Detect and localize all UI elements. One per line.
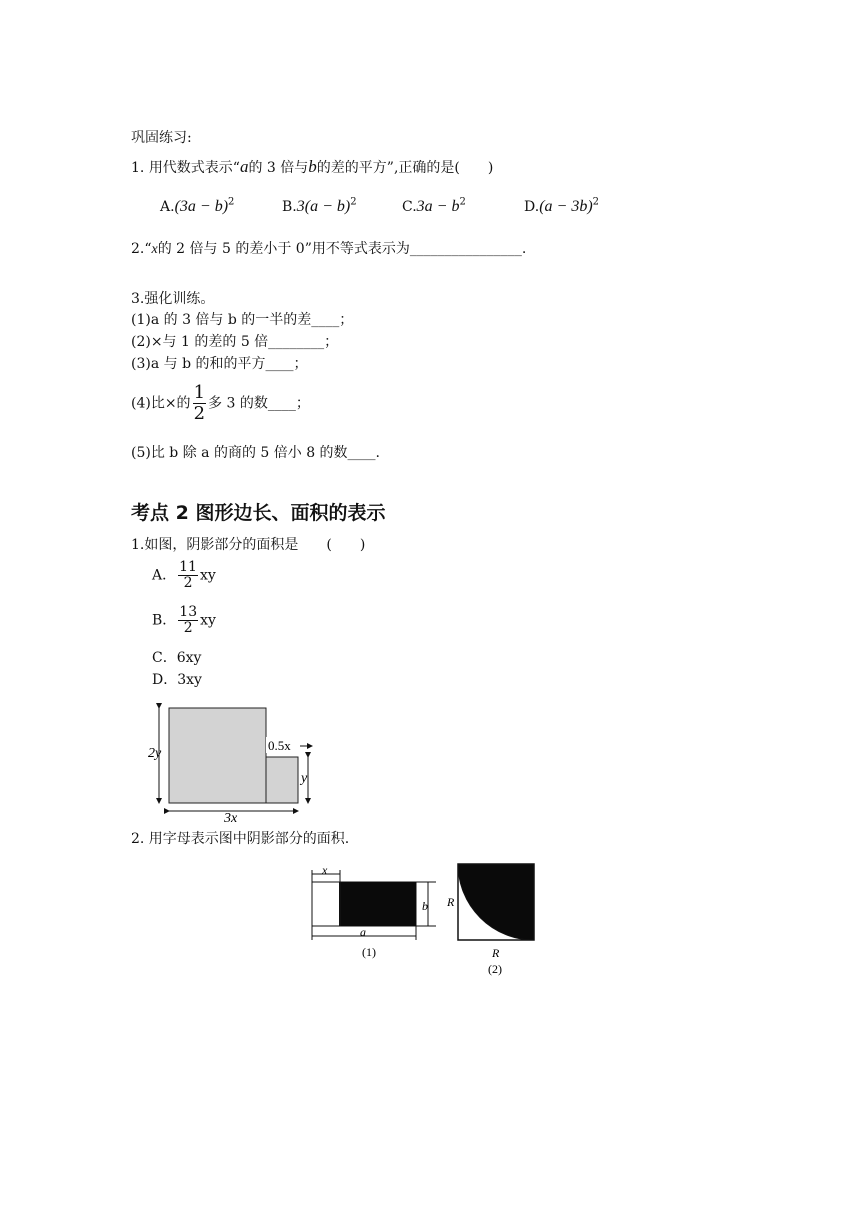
var-a: a [239, 157, 249, 176]
drill-title: 3.强化训练。 [131, 291, 215, 307]
fraction [178, 560, 198, 591]
fraction-numerator: 13 [179, 604, 198, 620]
label-2y: 2y [148, 746, 162, 761]
option-b [282, 196, 357, 216]
shaded-rect [340, 882, 416, 926]
question-stem: 1.如图，阴影部分的面积是 ( ) [131, 537, 366, 553]
section-title: 巩固练习: [131, 130, 192, 146]
option-exp: 2 [350, 196, 357, 208]
option-var: xy [199, 567, 216, 584]
fraction-numerator: 1 [193, 382, 206, 403]
label-r-left: R [447, 895, 455, 909]
label-r-bottom: R [492, 946, 500, 960]
option-c [402, 196, 466, 216]
question-text: 2.“ [131, 241, 152, 257]
option-exp: 2 [459, 196, 466, 208]
question-stem: 2. 用字母表示图中阴影部分的面积. [131, 831, 350, 847]
label-a: a [360, 925, 366, 939]
option-exp: 2 [592, 196, 600, 208]
drill-item: (2)×与 1 的差的 5 倍________； [131, 334, 339, 350]
drill-text: (4)比×的 [131, 395, 191, 412]
label-b: b [422, 899, 428, 913]
label-x: x [322, 863, 328, 877]
figure-rect-shaded [300, 862, 450, 962]
option-label: C. [402, 199, 417, 215]
drill-item: (1)a 的 3 倍与 b 的一半的差____； [131, 312, 354, 328]
option-label: B． [152, 612, 177, 629]
fraction-half [193, 383, 206, 424]
question-text: 用代数式表示“ [148, 160, 240, 176]
option-expr: 3a − b [416, 198, 460, 215]
caption-1: (1) [362, 945, 376, 959]
caption-2: (2) [488, 962, 502, 976]
option-expr: (a − 3b) [539, 198, 593, 215]
question-number: 1. [131, 160, 145, 176]
label-3x: 3x [224, 811, 238, 824]
option-exp: 2 [228, 196, 235, 208]
label-05x: 0.5x [268, 738, 291, 753]
option-c: C．6xy [152, 650, 202, 666]
question-text: 的差的平方”,正确的是( ) [316, 160, 494, 176]
fraction-denominator: 2 [183, 620, 193, 636]
question-1 [131, 158, 493, 177]
fraction [178, 605, 198, 636]
option-label: A. [160, 199, 175, 215]
option-d [524, 196, 599, 216]
large-square [169, 708, 266, 803]
drill-item: (5)比 b 除 a 的商的 5 倍小 8 的数____. [131, 445, 381, 461]
figure-l-shape [146, 702, 326, 824]
option-d: D．3xy [152, 672, 202, 688]
var-x: x [151, 242, 158, 257]
option-a [152, 560, 216, 591]
var-b: b [308, 157, 317, 176]
question-2 [131, 240, 526, 259]
option-var: xy [200, 612, 216, 629]
drill-text: 多 3 的数____； [208, 395, 310, 412]
fraction-denominator: 2 [193, 403, 206, 424]
question-text: 的 3 倍与 [248, 160, 309, 176]
option-label: B. [282, 199, 297, 215]
option-a [160, 196, 234, 216]
option-b [152, 605, 216, 636]
question-text: 的 2 倍与 5 的差小于 0”用不等式表示为________________. [157, 241, 527, 257]
small-rect [266, 757, 298, 803]
drill-item: (3)a 与 b 的和的平方____； [131, 356, 308, 372]
option-expr: (3a − b) [174, 198, 229, 215]
section-heading: 考点 2 图形边长、面积的表示 [131, 502, 386, 524]
option-label: A． [152, 567, 177, 584]
option-label: D. [524, 199, 540, 215]
option-expr: 3(a − b) [296, 198, 351, 215]
fraction-denominator: 2 [183, 575, 193, 591]
drill-item [131, 383, 310, 424]
fraction-numerator: 11 [179, 559, 197, 575]
figure-quarter-circle [444, 858, 544, 980]
label-y: y [301, 771, 308, 786]
